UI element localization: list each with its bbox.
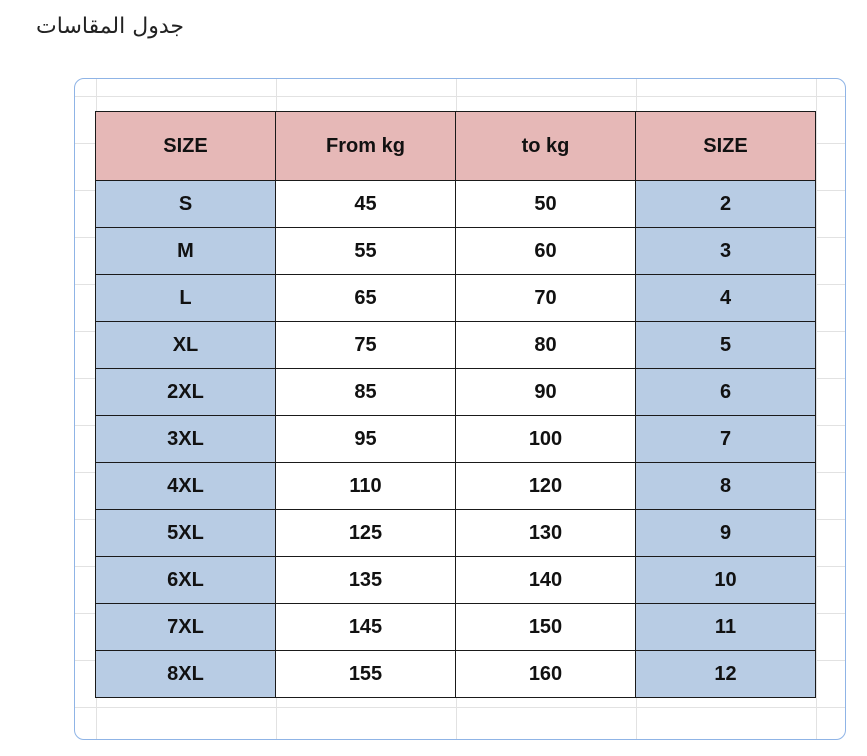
cell-from-kg: 65 (276, 275, 456, 322)
header-size-number: SIZE (636, 112, 816, 181)
cell-from-kg: 85 (276, 369, 456, 416)
cell-from-kg: 135 (276, 557, 456, 604)
table-row (96, 510, 816, 557)
table-row (96, 557, 816, 604)
cell-from-kg: 145 (276, 604, 456, 651)
cell-size-number: 8 (636, 463, 816, 510)
cell-from-kg: 95 (276, 416, 456, 463)
cell-from-kg: 55 (276, 228, 456, 275)
cell-size: XL (96, 322, 276, 369)
cell-from-kg: 75 (276, 322, 456, 369)
cell-to-kg: 80 (456, 322, 636, 369)
cell-size: M (96, 228, 276, 275)
cell-to-kg: 70 (456, 275, 636, 322)
page-title: جدول المقاسات (36, 14, 184, 39)
cell-size-number: 2 (636, 181, 816, 228)
cell-to-kg: 100 (456, 416, 636, 463)
cell-to-kg: 140 (456, 557, 636, 604)
cell-size-number: 6 (636, 369, 816, 416)
table-row (96, 369, 816, 416)
cell-size: S (96, 181, 276, 228)
table-row (96, 228, 816, 275)
header-size: SIZE (96, 112, 276, 181)
cell-to-kg: 60 (456, 228, 636, 275)
table-row (96, 322, 816, 369)
cell-size: 7XL (96, 604, 276, 651)
cell-size: 4XL (96, 463, 276, 510)
cell-to-kg: 50 (456, 181, 636, 228)
header-to-kg: to kg (456, 112, 636, 181)
table-row (96, 463, 816, 510)
cell-size-number: 9 (636, 510, 816, 557)
size-chart-table (95, 111, 816, 698)
header-row (96, 112, 816, 181)
table-row (96, 416, 816, 463)
cell-to-kg: 120 (456, 463, 636, 510)
cell-size-number: 4 (636, 275, 816, 322)
cell-size: 5XL (96, 510, 276, 557)
cell-size: 6XL (96, 557, 276, 604)
header-from-kg: From kg (276, 112, 456, 181)
cell-size: 8XL (96, 651, 276, 698)
cell-size: L (96, 275, 276, 322)
cell-size-number: 7 (636, 416, 816, 463)
cell-size-number: 3 (636, 228, 816, 275)
cell-from-kg: 125 (276, 510, 456, 557)
cell-to-kg: 130 (456, 510, 636, 557)
table-row (96, 651, 816, 698)
cell-from-kg: 155 (276, 651, 456, 698)
cell-size-number: 10 (636, 557, 816, 604)
cell-size: 2XL (96, 369, 276, 416)
cell-to-kg: 90 (456, 369, 636, 416)
cell-from-kg: 110 (276, 463, 456, 510)
table-row (96, 604, 816, 651)
cell-size-number: 11 (636, 604, 816, 651)
cell-size-number: 5 (636, 322, 816, 369)
cell-from-kg: 45 (276, 181, 456, 228)
table-row (96, 181, 816, 228)
cell-size: 3XL (96, 416, 276, 463)
cell-to-kg: 160 (456, 651, 636, 698)
cell-to-kg: 150 (456, 604, 636, 651)
table-row (96, 275, 816, 322)
cell-size-number: 12 (636, 651, 816, 698)
